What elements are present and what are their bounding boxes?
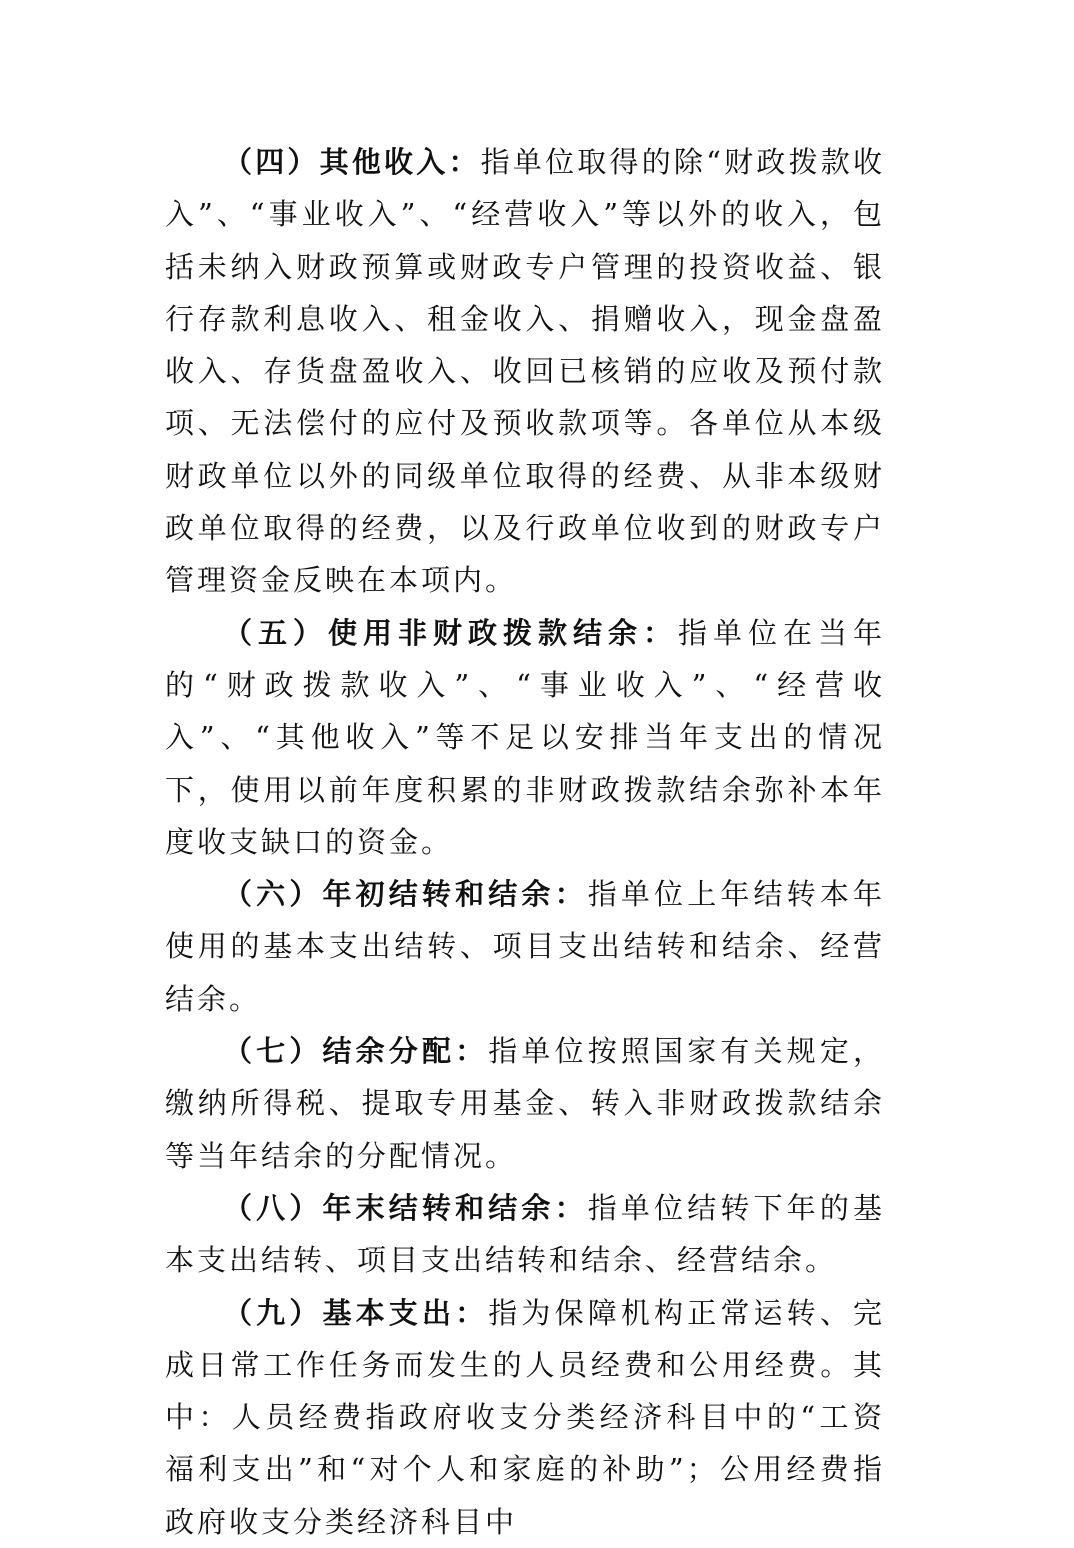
paragraph-text: 指为保障机构正常运转、完成日常工作任务而发生的人员经费和公用经费。其中：人员经费指政府收支分类经济科目中的“工资福利支出”和“对个人和家庭的补助”；公用经费指政府收支分类经济科目中 — [165, 1295, 885, 1539]
paragraph-text: 指单位上年结转本年使用的基本支出结转、项目支出结转和结余、经营结余。 — [165, 877, 885, 1016]
paragraph-non-fiscal-balance — [165, 607, 885, 868]
term-heading: （四）其他收入： — [223, 145, 481, 179]
paragraph-surplus-distribution — [165, 1025, 885, 1182]
paragraph-text: 指单位结转下年的基本支出结转、项目支出结转和结余、经营结余。 — [165, 1190, 885, 1278]
paragraph-opening-carryover — [165, 868, 885, 1025]
paragraph-other-income — [165, 136, 885, 607]
paragraph-text: 指单位取得的除“财政拨款收入”、“事业收入”、“经营收入”等以外的收入，包括未纳入财政预算或财政专户管理的投资收益、银行存款利息收入、租金收入、捐赠收入，现金盘盈收入、存货盘盈收入、收回已核销的应收及预付款项、无法偿付的应付及预收款项等。各单位从本级财政单位以外的同级单位取得的经费、从非本级财政单位取得的经费，以及行政单位收到的财政专户管理资金反映在本项内。 — [165, 145, 885, 598]
paragraph-text: 指单位按照国家有关规定，缴纳所得税、提取专用基金、转入非财政拨款结余等当年结余的分配情况。 — [165, 1034, 885, 1173]
document-body — [165, 136, 885, 1548]
term-heading: （九）基本支出： — [223, 1295, 489, 1330]
paragraph-closing-carryover — [165, 1182, 885, 1287]
term-heading: （八）年末结转和结余： — [223, 1190, 588, 1225]
paragraph-text: 指单位在当年的“财政拨款收入”、“事业收入”、“经营收入”、“其他收入”等不足以安排当年支出的情况下，使用以前年度积累的非财政拨款结余弥补本年度收支缺口的资金。 — [165, 615, 885, 859]
term-heading: （五）使用非财政拨款结余： — [223, 615, 678, 650]
paragraph-basic-expenditure — [165, 1287, 885, 1548]
term-heading: （六）年初结转和结余： — [223, 877, 588, 912]
term-heading: （七）结余分配： — [223, 1034, 489, 1069]
